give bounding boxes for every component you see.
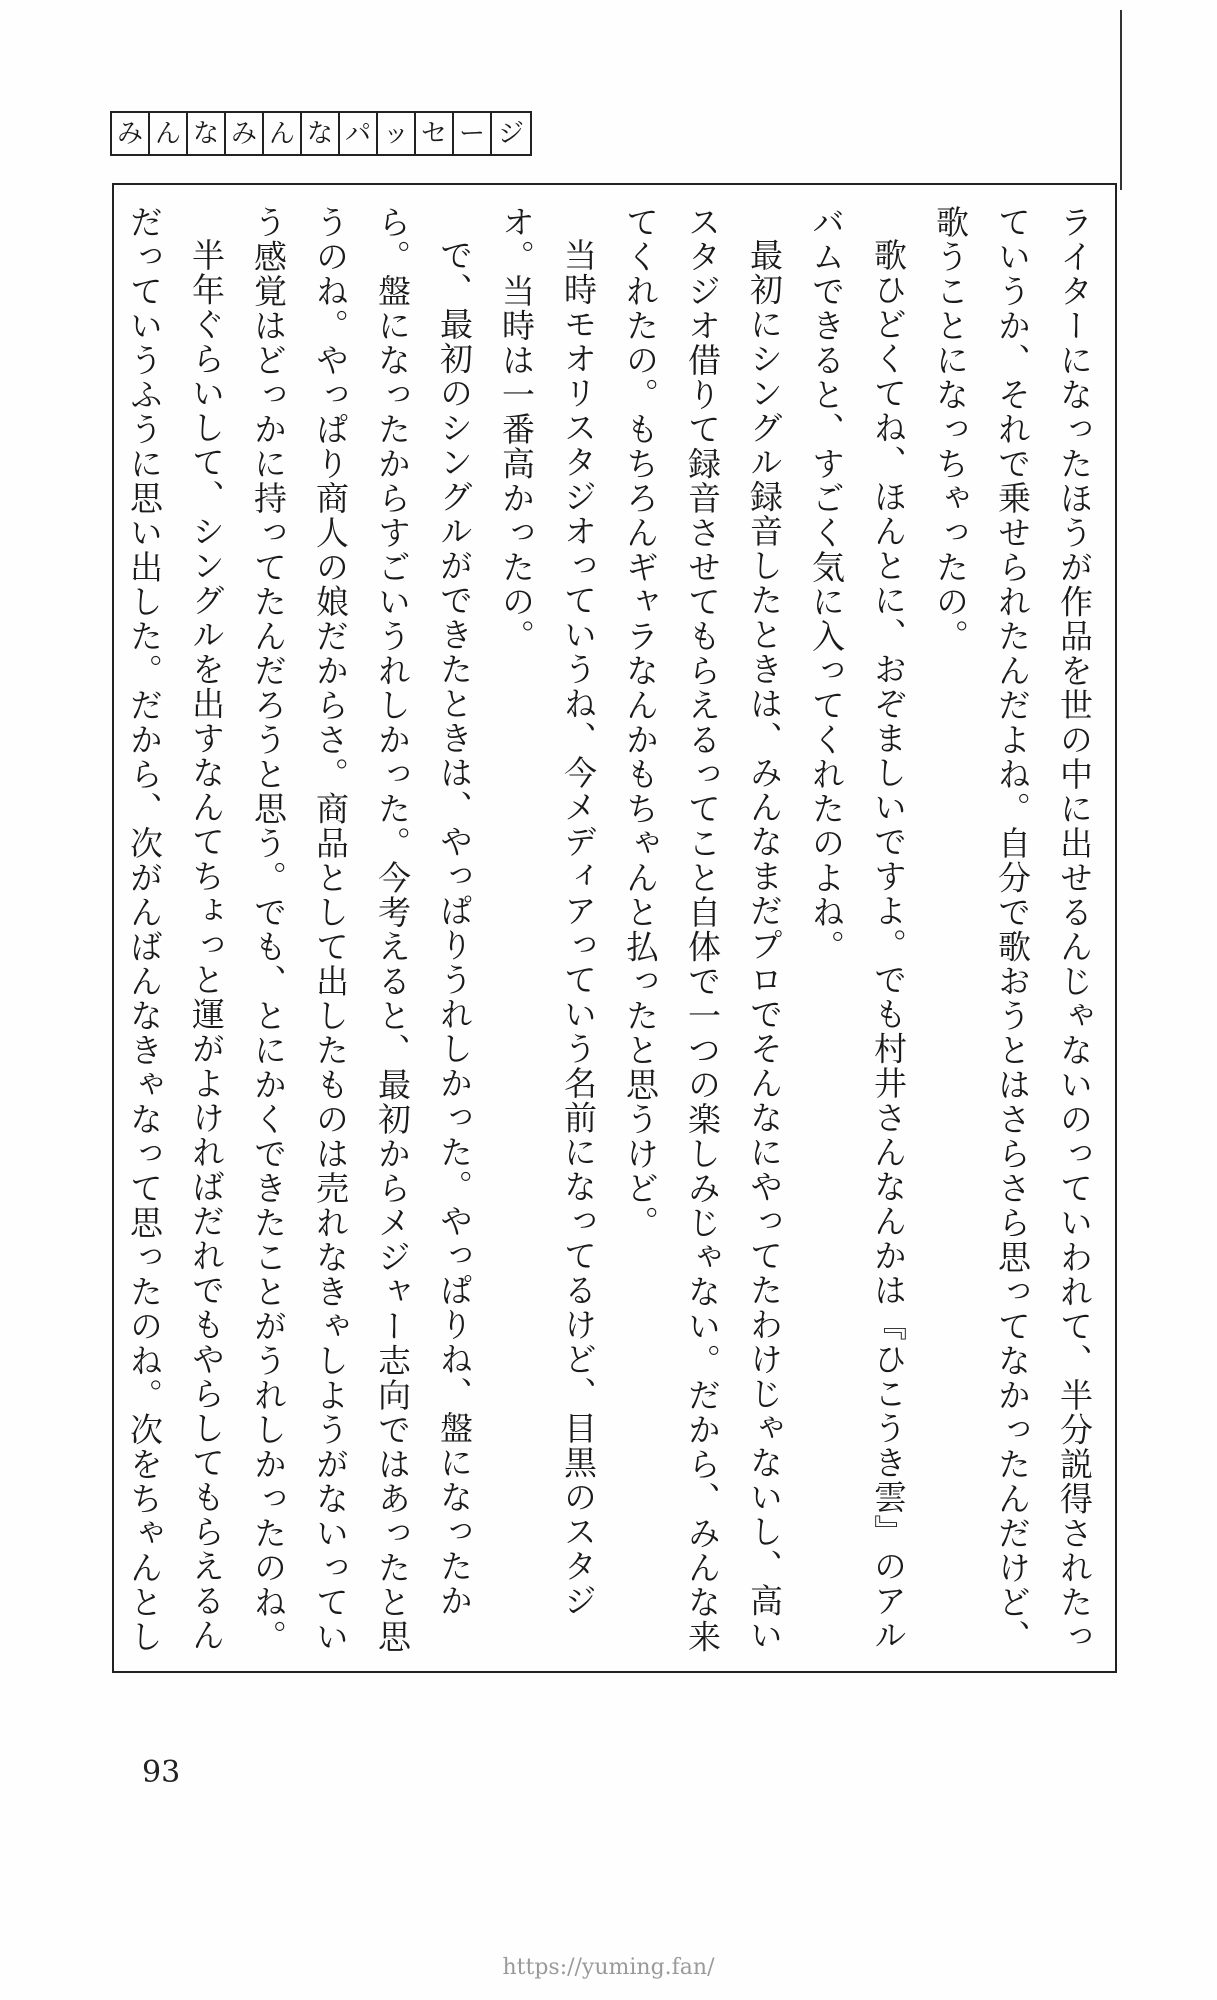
title-char: ん <box>264 113 302 154</box>
section-title <box>110 111 532 156</box>
header-rule-line <box>1120 10 1122 190</box>
paragraph: 半年ぐらいして、シングルを出すなんてちょっと運がよければだれでもやらしてもらえるんだっていうふうに思い出した。だから、次がんばんなきゃなって思ったのね。次をちゃんとし <box>125 205 226 1654</box>
vertical-text-body <box>125 205 1105 1655</box>
title-char: ん <box>150 113 188 154</box>
page-number: 93 <box>142 1755 181 1790</box>
paragraph: で、最初のシングルができたときは、やっぱりうれしかった。やっぱりね、盤になったから。盤になったからすごいうれしかった。今考えると、最初からメジャー志向ではあったと思うのね。やっぱり商人の娘だからさ。商品として出したものは売れなきゃしようがないっていう感覚はどっかに持ってたんだろうと思う。でも、とにかくできたことがうれしかったのね。 <box>249 205 474 1654</box>
watermark-url: https://yuming.fan/ <box>502 1955 715 1980</box>
title-char: み <box>226 113 264 154</box>
title-char: ッ <box>378 113 416 154</box>
title-char: な <box>302 113 340 154</box>
title-char: ジ <box>497 118 524 149</box>
title-char: な <box>188 113 226 154</box>
title-char: セ <box>416 113 454 154</box>
paragraph: 当時モオリスタジオっていうね、今メディアっていう名前になってるけど、目黒のスタジオ。当時は一番高かったの。 <box>497 205 598 1618</box>
title-char: ー <box>454 113 492 154</box>
paragraph: 歌ひどくてね、ほんとに、おぞましいですよ。でも村井さんなんかは『ひこうき雲』のアルバムできると、すごく気に入ってくれたのよね。 <box>807 205 908 1653</box>
title-char: み <box>112 113 150 154</box>
paragraph: ライターになったほうが作品を世の中に出せるんじゃないのっていわれて、半分説得されたっていうか、それで乗せられたんだよね。自分で歌おうとはさらさら思ってなかったんだけど、歌うことになっちゃったの。 <box>931 205 1094 1654</box>
title-char: パ <box>340 113 378 154</box>
paragraph: 最初にシングル録音したときは、みんなまだプロでそんなにやってたわけじゃないし、高いスタジオ借りて録音させてもらえるってこと自体で一つの楽しみじゃない。だから、みんな来てくれたの。もちろんギャラなんかもちゃんと払ったと思うけど。 <box>621 205 784 1654</box>
